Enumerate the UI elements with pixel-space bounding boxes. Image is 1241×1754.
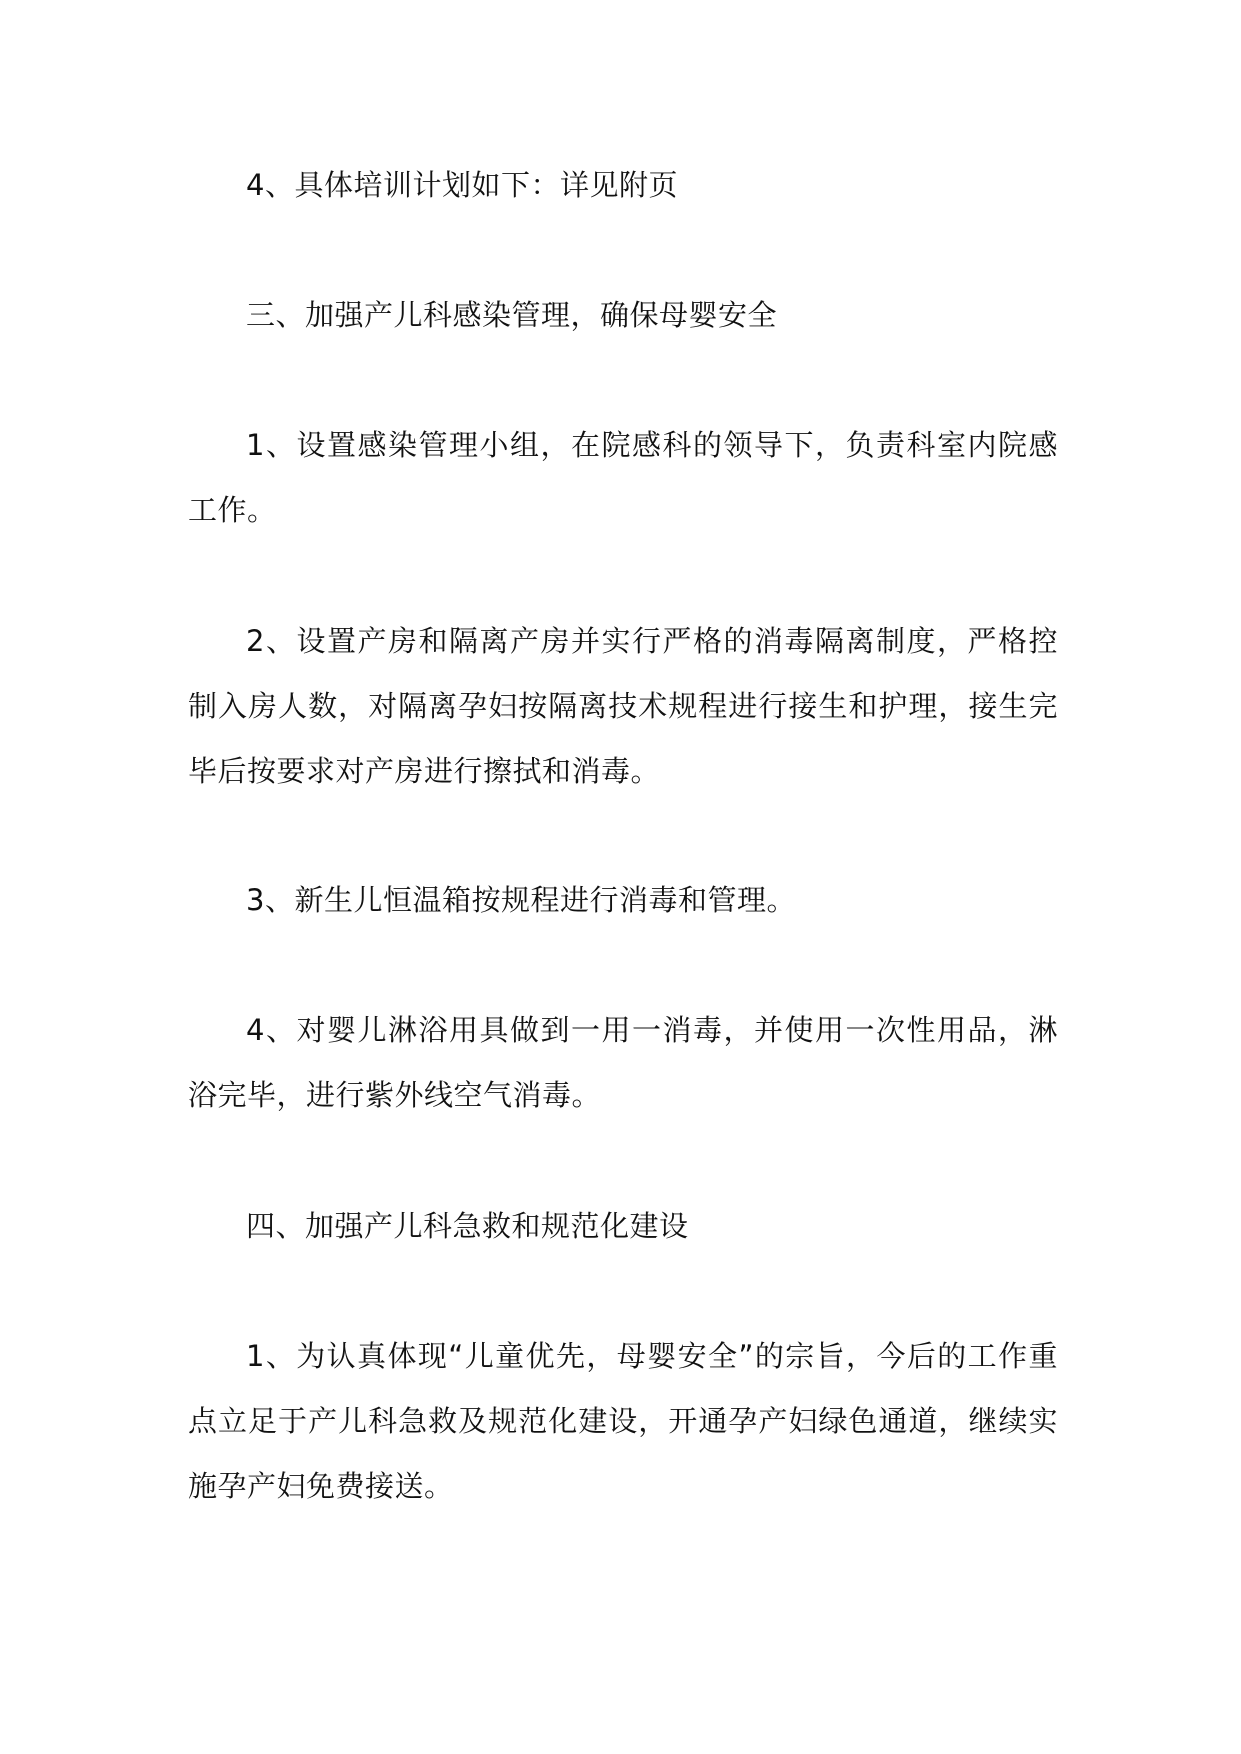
paragraph-infection-group: 1、设置感染管理小组，在院感科的领导下，负责科室内院感工作。	[188, 428, 1058, 527]
section-heading-emergency-standardization: 四、加强产儿科急救和规范化建设	[246, 1209, 689, 1243]
paragraph-training-plan: 4、具体培训计划如下：详见附页	[246, 168, 678, 202]
paragraph-incubator: 3、新生儿恒温箱按规程进行消毒和管理。	[246, 883, 796, 917]
section-heading-infection-management: 三、加强产儿科感染管理，确保母婴安全	[246, 298, 778, 332]
paragraph-bath-disinfection: 4、对婴儿淋浴用具做到一用一消毒，并使用一次性用品，淋浴完毕，进行紫外线空气消毒。	[188, 1013, 1058, 1112]
paragraph-isolation-delivery-room: 2、设置产房和隔离产房并实行严格的消毒隔离制度，严格控制入房人数，对隔离孕妇按隔离技术规程进行接生和护理，接生完毕后按要求对产房进行擦拭和消毒。	[188, 624, 1058, 788]
paragraph-green-channel: 1、为认真体现“儿童优先，母婴安全”的宗旨，今后的工作重点立足于产儿科急救及规范化建设，开通孕产妇绿色通道，继续实施孕产妇免费接送。	[188, 1339, 1058, 1503]
